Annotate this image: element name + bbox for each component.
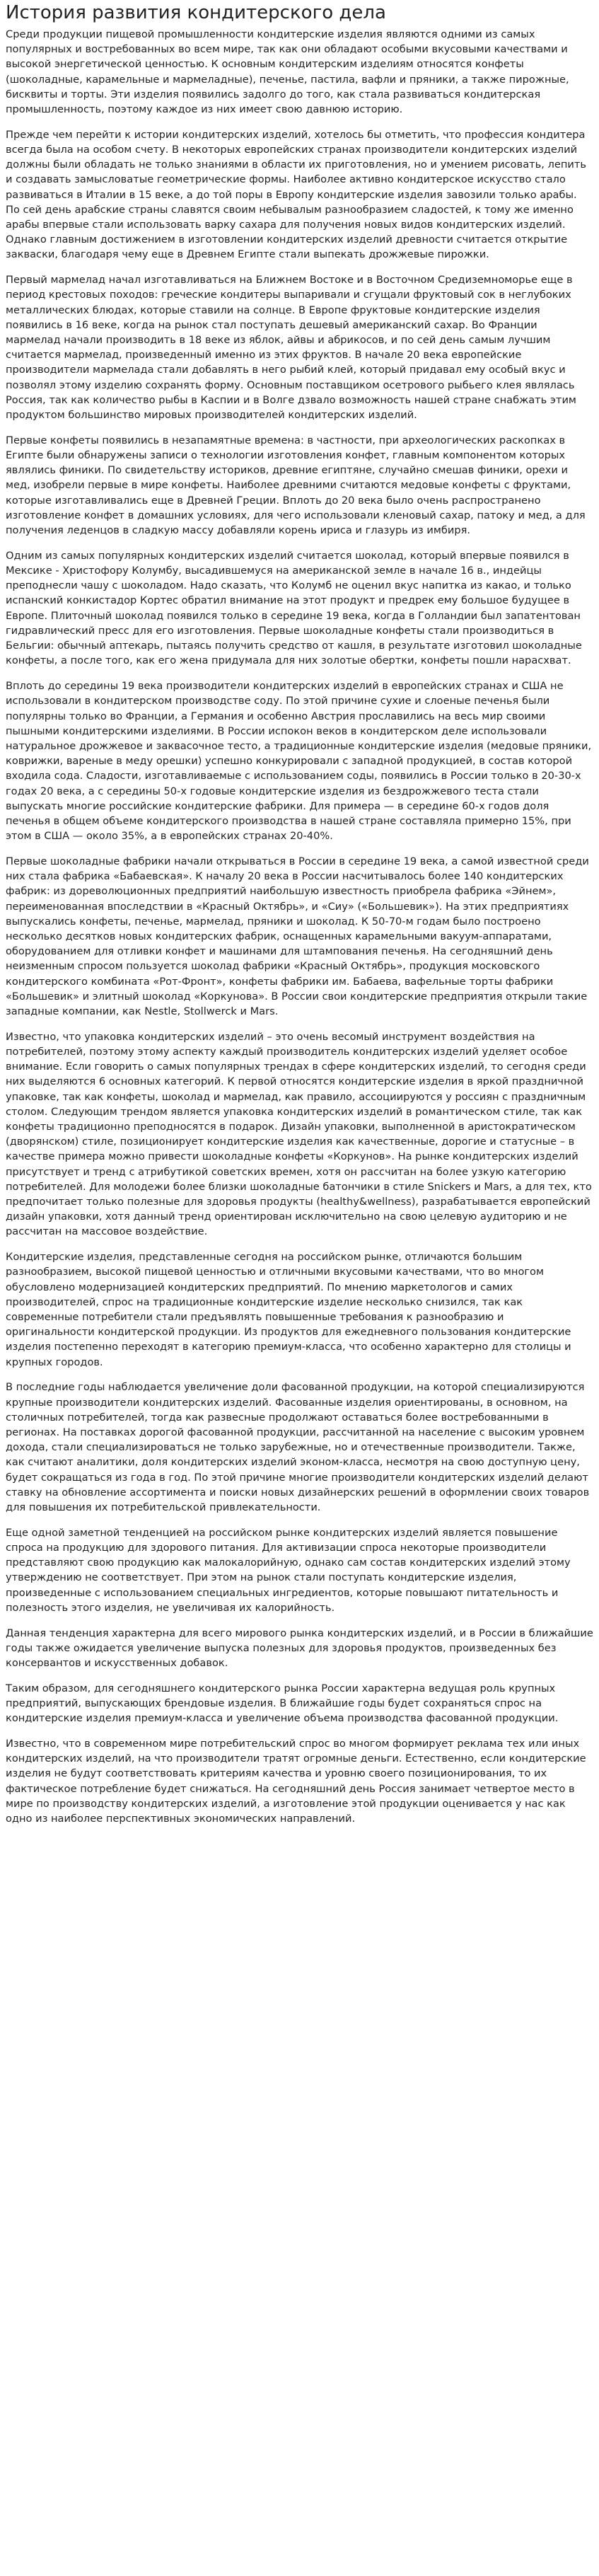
paragraph-chocolate: Одним из самых популярных кондитерских изделий считается шоколад, который впервые появился в Мексике - Христофору Колумбу, высадившемуся на американской земле в начале 16 в., индейцы преподнесли чашу с шоколадом. Надо сказать, что Колумб не оценил вкус напитка из какао, и только испанский конкистадор Кортес обратил внимание на этот продукт и предрек ему большое будущее в Европе. Плиточный шоколад появился только в середине 19 века, когда в Голландии был запатентован гидравлический пресс для его изготовления. Первые шоколадные конфеты стали производиться в Бельгии: обычный аптекарь, пытаясь получить средство от кашля, в результате изготовил шоколадные конфеты, а после того, как его жена придумала для них золотые обертки, конфеты пошли нарасхват.	[6, 549, 582, 667]
page-title: История развития кондитерского дела	[6, 2, 386, 23]
paragraph-healthy-food: Еще одной заметной тенденцией на российском рынке кондитерских изделий является повышение спроса на продукцию для здорового питания. Для активизации спроса некоторые производители представляют свою продукцию как малокалорийную, однако сам состав кондитерских изделий этому утверждению не соответствует. При этом на рынок стали поступать кондитерские изделия, произведенные с использованием специальных ингредиентов, которые повышают питательность и полезность этого изделия, не увеличивая их калорийность.	[6, 1526, 571, 1614]
paragraph-modern-market: Кондитерские изделия, представленные сегодня на российском рынке, отличаются большим разнообразием, высокой пищевой ценностью и отличными вкусовыми качествами, что во многом обусловлено модернизацией кондитерских предприятий. По мнению маркетологов и самих производителей, спрос на традиционные кондитерские изделие несколько снизился, так как современные потребители стали предъявлять повышенные требования к разнообразию и оригинальности кондитерской продукции. Из продуктов для ежедневного пользования кондитерские изделия постепенно переходят в категорию премиум-класса, что особенно характерно для столицы и крупных городов.	[6, 1251, 571, 1368]
paragraph-marmalade: Первый мармелад начал изготавливаться на Ближнем Востоке и в Восточном Средиземноморье еще в период крестовых походов: греческие кондитеры выпаривали и сгущали фруктовый сок в неглубоких металлических блюдах, которые ставили на солнце. В Европе фруктовые кондитерские изделия появились в 16 веке, когда на рынок стал поступать дешевый американский сахар. Во Франции мармелад начали производить в 18 веке из яблок, айвы и абрикосов, и по сей день самым лучшим считается мармелад, произведенный именно из этих фруктов. В начале 20 века европейские производители мармелада стали добавлять в него рыбий клей, который придавал ему особый вкус и позволял этому изделию сохранять форму. Основным поставщиком осетрового рыбьего клея являлась Россия, так как количество рыбы в Каспии и в Волге дзвало возможность нашей стране снабжать этим продуктом большинство мировых производителей кондитерских изделий.	[6, 274, 576, 422]
paragraph-russian-factories: Первые шоколадные фабрики начали открываться в России в середине 19 века, а самой известной среди них стала фабрика «Бабаевская». К началу 20 века в России насчитывалось более 140 кондитерских фабрик: из дореволюционных предприятий наибольшую известность приобрела фабрика «Эйнем», переименованная впоследствии в «Красный Октябрь», и «Сиу» («Большевик»). На этих предприятиях выпускались конфеты, печенье, мармелад, пряники и шоколад. К 50-70-м годам было построено несколько десятков новых кондитерских фабрик, оснащенных карамельными вакуум-аппаратами, оборудованием для отливки конфет и машинами для штампования печенья. На сегодняшний день неизменным спросом пользуется шоколад фабрики «Красный Октябрь», продукция московского кондитерского комбината «Рот-Фронт», конфеты фабрики им. Бабаева, вафельные торты фабрики «Большевик» и элитный шоколад «Коркунова». В России свои кондитерские предприятия открыли такие западные компании, как Nestle, Stollwerck и Mars.	[6, 855, 589, 1017]
paragraph-packaged-products: В последние годы наблюдается увеличение доли фасованной продукции, на которой специализируются крупные производители кондитерских изделий. Фасованные изделия ориентированы, в основном, на столичных потребителей, тогда как развесные продолжают оставаться более востребованными в регионах. На поставках дорогой фасованной продукции, рассчитанной на население с высоким уровнем дохода, стали специализироваться не только зарубежные, но и отечественные производители. Также, как считают аналитики, доля кондитерских изделий эконом-класса, несмотря на свою доступную цену, будет сокращаться из года в год. По этой причине многие производители кондитерских изделий делают ставку на обновление ассортимента и поиски новых дизайнерских решений в оформлении своих товаров для повышения их потребительской привлекательности.	[6, 1381, 590, 1514]
paragraph-packaging: Известно, что упаковка кондитерских изделий – это очень весомый инструмент воздействия на потребителей, поэтому этому аспекту каждый производитель кондитерских изделий уделяет особое внимание. Если говорить о самых популярных трендах в сфере кондитерских изделий, то сегодня среди них выделяются 6 основных категорий. К первой относятся кондитерские изделия в яркой праздничной упаковке, так как конфеты, шоколад и мармелад, как правило, ассоциируются у россиян с праздничным столом. Следующим трендом является упаковка кондитерских изделий в романтическом стиле, так как конфеты традиционно преподносятся в подарок. Дизайн упаковки, выполненной в аристократическом (дворянском) стиле, позиционирует кондитерские изделия как качественные, дорогие и статусные – в качестве примера можно привести шоколадные конфеты «Коркунов». На рынке кондитерских изделий присутствует и тренд с атрибутикой советских времен, хотя он рассчитан на более узкую категорию потребителей. Для молодежи более близки шоколадные батончики в стиле Snickers и Mars, а для тех, кто предпочитает только полезные для здоровья продукты (healthy&wellness), разрабатывается европейский дизайн упаковки, хотя данный тренд ориентирован исключительно на свою целевую аудиторию и не рассчитан на массовое воздействие.	[6, 1030, 592, 1238]
paragraph-cookies: Вплоть до середины 19 века производители кондитерских изделий в европейских странах и США не использовали в кондитерском производстве соду. По этой причине сухие и слоеные печенья были популярны только во Франции, а Германия и особенно Австрия прославились на весь мир своими пышными кондитерскими изделиями. В России испокон веков в кондитерском деле использовали натуральное дрожжевое и заквасочное тесто, а традиционные кондитерские изделия (медовые пряники, коврижки, вареные в меду орешки) успешно конкурировали с западной продукцией, в состав которой входила сода. Сладости, изготавливаемые с использованием соды, появились в России только в 20-30-х годах 20 века, а с середины 50-х годовые кондитерские изделия из бездрожжевого теста стали выпускать многие российские кондитерские фабрики. Для примера — в середине 60-х годов доля печенья в общем объеме кондитерского производства в нашей стране составляла примерно 15%, при этом в США — около 35%, а в европейских странах 20-40%.	[6, 680, 592, 843]
paragraph-confectioner-profession: Прежде чем перейти к истории кондитерских изделий, хотелось бы отметить, что профессия кондитера всегда была на особом счету. В некоторых европейских странах производители кондитерских изделий должны были обладать не только знаниями в области их приготовления, но и умением рисовать, лепить и создавать замысловатые геометрические формы. Наиболее активно кондитерское искусство стало развиваться в Италии в 15 веке, а до той поры в Европу кондитерские изделия завозили только арабы. По сей день арабские страны славятся своим небывалым разнообразием сладостей, к тому же именно арабы впервые стали использовать варку сахара для получения новых видов кондитерских изделий. Однако главным достижением в изготовлении кондитерских изделий древности считается открытие закваски, благодаря чему еще в Древнем Египте стали выпекать дрожжевые пирожки.	[6, 128, 586, 261]
paragraph-candies: Первые конфеты появились в незапамятные времена: в частности, при археологических раскопках в Египте были обнаружены записи о технологии изготовления конфет, главным компонентом которых являлись финики. По свидетельству историков, древние египтяне, случайно смешав финики, орехи и мед, изобрели первые в мире конфеты. Наиболее древними считаются медовые конфеты с фруктами, которые изготавливались еще в Древней Греции. Вплоть до 20 века было очень распространено изготовление конфет в домашних условиях, для чего использовали кленовый сахар, патоку и мед, а для получения леденцов в сладкую массу добавляли корень ириса и глазурь из имбиря.	[6, 434, 586, 537]
paragraph-conclusion: Таким образом, для сегодняшнего кондитерского рынка России характерна ведущая роль крупных предприятий, выпускающих брендовые изделия. В ближайшие годы будет сохраняться спрос на кондитерские изделия премиум-класса и увеличение объема производства фасованной продукции.	[6, 1682, 559, 1725]
paragraph-intro: Среди продукции пищевой промышленности кондитерские изделия являются одними из самых популярных и востребованных во всем мире, так как они обладают особыми вкусовыми качествами и высокой энергетической ценностью. К основным кондитерским изделиям относятся конфеты (шоколадные, карамельные и мармеладные), печенье, пастила, вафли и пряники, а также пирожные, бисквиты и торты. Эти изделия появились задолго до того, как стала развиваться кондитерская промышленность, поэтому каждое из них имеет свою давнюю историю.	[6, 28, 569, 116]
article-body	[6, 27, 593, 1826]
paragraph-world-trend: Данная тенденция характерна для всего мирового рынка кондитерских изделий, и в России в ближайшие годы также ожидается увеличение выпуска полезных для здоровья продуктов, произведенных без консервантов и искусственных добавок.	[6, 1627, 593, 1670]
paragraph-advertising: Известно, что в современном мире потребительский спрос во многом формирует реклама тех или иных кондитерских изделий, на что производители тратят огромные деньги. Естественно, если кондитерские изделия не будут соответствовать критериям качества и уровню своего позиционирования, то их фактическое потребление будет снижаться. На сегодняшний день Россия занимает четвертое место в мире по производству кондитерских изделий, а изготовление этой продукции оценивается у нас как одно из наиболее перспективных экономических направлений.	[6, 1738, 586, 1825]
